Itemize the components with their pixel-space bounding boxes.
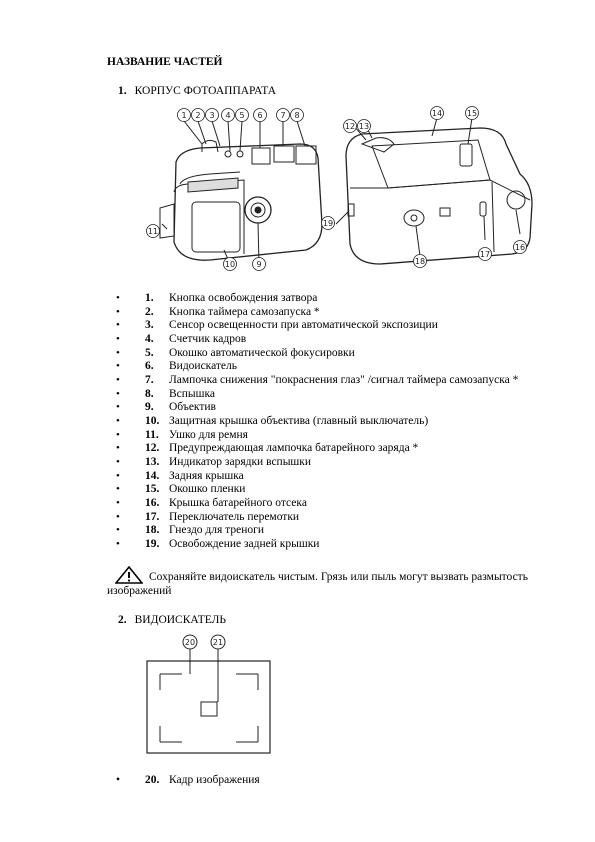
list-item <box>108 292 518 306</box>
callout-number: 14 <box>431 109 443 118</box>
item-number: 5. <box>145 346 154 359</box>
item-number: 3. <box>145 319 154 332</box>
item-label: Освобождение задней крышки <box>169 537 320 550</box>
item-label: Вспышка <box>169 387 216 400</box>
section-2-number: 2. <box>118 614 127 626</box>
warning-note <box>107 566 552 598</box>
callout-number: 8 <box>294 111 300 120</box>
section-2-label: ВИДОИСКАТЕЛЬ <box>134 614 226 626</box>
item-number: 19. <box>145 537 160 550</box>
item-number: 16. <box>145 496 160 509</box>
image-frame-marks <box>160 674 258 742</box>
list-item <box>108 774 260 786</box>
viewfinder-parts-list <box>108 774 260 786</box>
warning-text: Сохраняйте видоискатель чистым. Грязь или пыль могут вызвать размытость изображений <box>107 571 528 597</box>
list-item <box>108 538 518 552</box>
item-number: 9. <box>145 401 154 414</box>
item-label: Индикатор зарядки вспышки <box>169 455 312 468</box>
item-label: Предупреждающая лампочка батарейного заряда * <box>169 442 419 455</box>
list-item <box>108 429 518 443</box>
item-number: 17. <box>145 510 160 523</box>
item-number: 2. <box>145 305 154 318</box>
item-label: Гнездо для треноги <box>169 524 264 537</box>
item-number: 10. <box>145 414 160 427</box>
item-number: 13. <box>145 455 160 468</box>
item-label: Видоискатель <box>169 360 238 373</box>
focus-frame <box>201 702 217 716</box>
list-item <box>108 360 518 374</box>
list-item <box>108 388 518 402</box>
item-number: 11. <box>145 428 159 441</box>
list-item <box>108 442 518 456</box>
section-1-title <box>118 85 276 97</box>
item-label: Защитная крышка объектива (главный выключатель) <box>169 414 429 427</box>
item-number: 6. <box>145 360 154 373</box>
item-label: Крышка батарейного отсека <box>169 496 307 509</box>
item-label: Ушко для ремня <box>169 428 248 441</box>
callout-number: 16 <box>514 243 526 252</box>
callout-number: 19 <box>322 219 334 228</box>
warning-triangle-icon <box>115 566 143 584</box>
item-label: Переключатель перемотки <box>169 510 300 523</box>
item-number: 7. <box>145 373 154 386</box>
list-item <box>108 333 518 347</box>
list-item <box>108 456 518 470</box>
callout-number: 12 <box>344 122 356 131</box>
callout-20: 20 <box>184 638 196 647</box>
callout-number: 1 <box>181 111 187 120</box>
list-item <box>108 306 518 320</box>
section-1-label: КОРПУС ФОТОАППАРАТА <box>134 85 277 97</box>
item-label: Объектив <box>169 401 216 414</box>
list-item <box>108 374 518 388</box>
item-number: 8. <box>145 387 154 400</box>
section-2-title <box>118 614 226 626</box>
viewfinder-diagram <box>140 632 280 756</box>
item-number: 15. <box>145 483 160 496</box>
camera-back-view <box>346 128 532 264</box>
list-item <box>108 347 518 361</box>
section-1-number: 1. <box>118 85 127 97</box>
list-item <box>108 401 518 415</box>
page-heading: НАЗВАНИЕ ЧАСТЕЙ <box>107 56 223 68</box>
item-number: 20. <box>145 774 160 786</box>
list-item <box>108 524 518 538</box>
callout-number: 2 <box>195 111 201 120</box>
parts-list <box>108 292 518 551</box>
list-item <box>108 483 518 497</box>
callout-number: 6 <box>257 111 263 120</box>
item-number: 1. <box>145 292 154 304</box>
callout-number: 10 <box>224 260 236 269</box>
camera-diagram <box>140 104 540 276</box>
item-label: Счетчик кадров <box>169 332 247 345</box>
item-number: 4. <box>145 332 154 345</box>
callout-number: 13 <box>358 122 370 131</box>
callout-number: 17 <box>479 250 491 259</box>
item-number: 18. <box>145 524 160 537</box>
callout-number: 7 <box>280 111 286 120</box>
item-label: Лампочка снижения "покраснения глаз" /сигнал таймера самозапуска * <box>169 373 519 386</box>
callout-number: 11 <box>147 227 159 236</box>
item-label: Окошко пленки <box>169 483 246 496</box>
item-label: Кадр изображения <box>169 774 260 786</box>
list-item <box>108 497 518 511</box>
item-number: 14. <box>145 469 160 482</box>
callout-number: 5 <box>239 111 245 120</box>
list-item <box>108 470 518 484</box>
item-label: Кнопка освобождения затвора <box>169 292 318 304</box>
list-item <box>108 415 518 429</box>
callout-number: 15 <box>466 109 478 118</box>
item-label: Сенсор освещенности при автоматической экспозиции <box>169 319 438 332</box>
item-number: 12. <box>145 442 160 455</box>
callout-21: 21 <box>212 638 224 647</box>
callout-number: 9 <box>256 260 262 269</box>
list-item <box>108 319 518 333</box>
viewfinder-outline <box>147 661 270 753</box>
item-label: Кнопка таймера самозапуска * <box>169 305 320 318</box>
camera-front-view <box>160 140 322 260</box>
callout-number: 4 <box>225 111 231 120</box>
list-item <box>108 511 518 525</box>
callout-number: 3 <box>209 111 215 120</box>
item-label: Задняя крышка <box>169 469 244 482</box>
callout-number: 18 <box>414 257 426 266</box>
item-label: Окошко автоматической фокусировки <box>169 346 355 359</box>
